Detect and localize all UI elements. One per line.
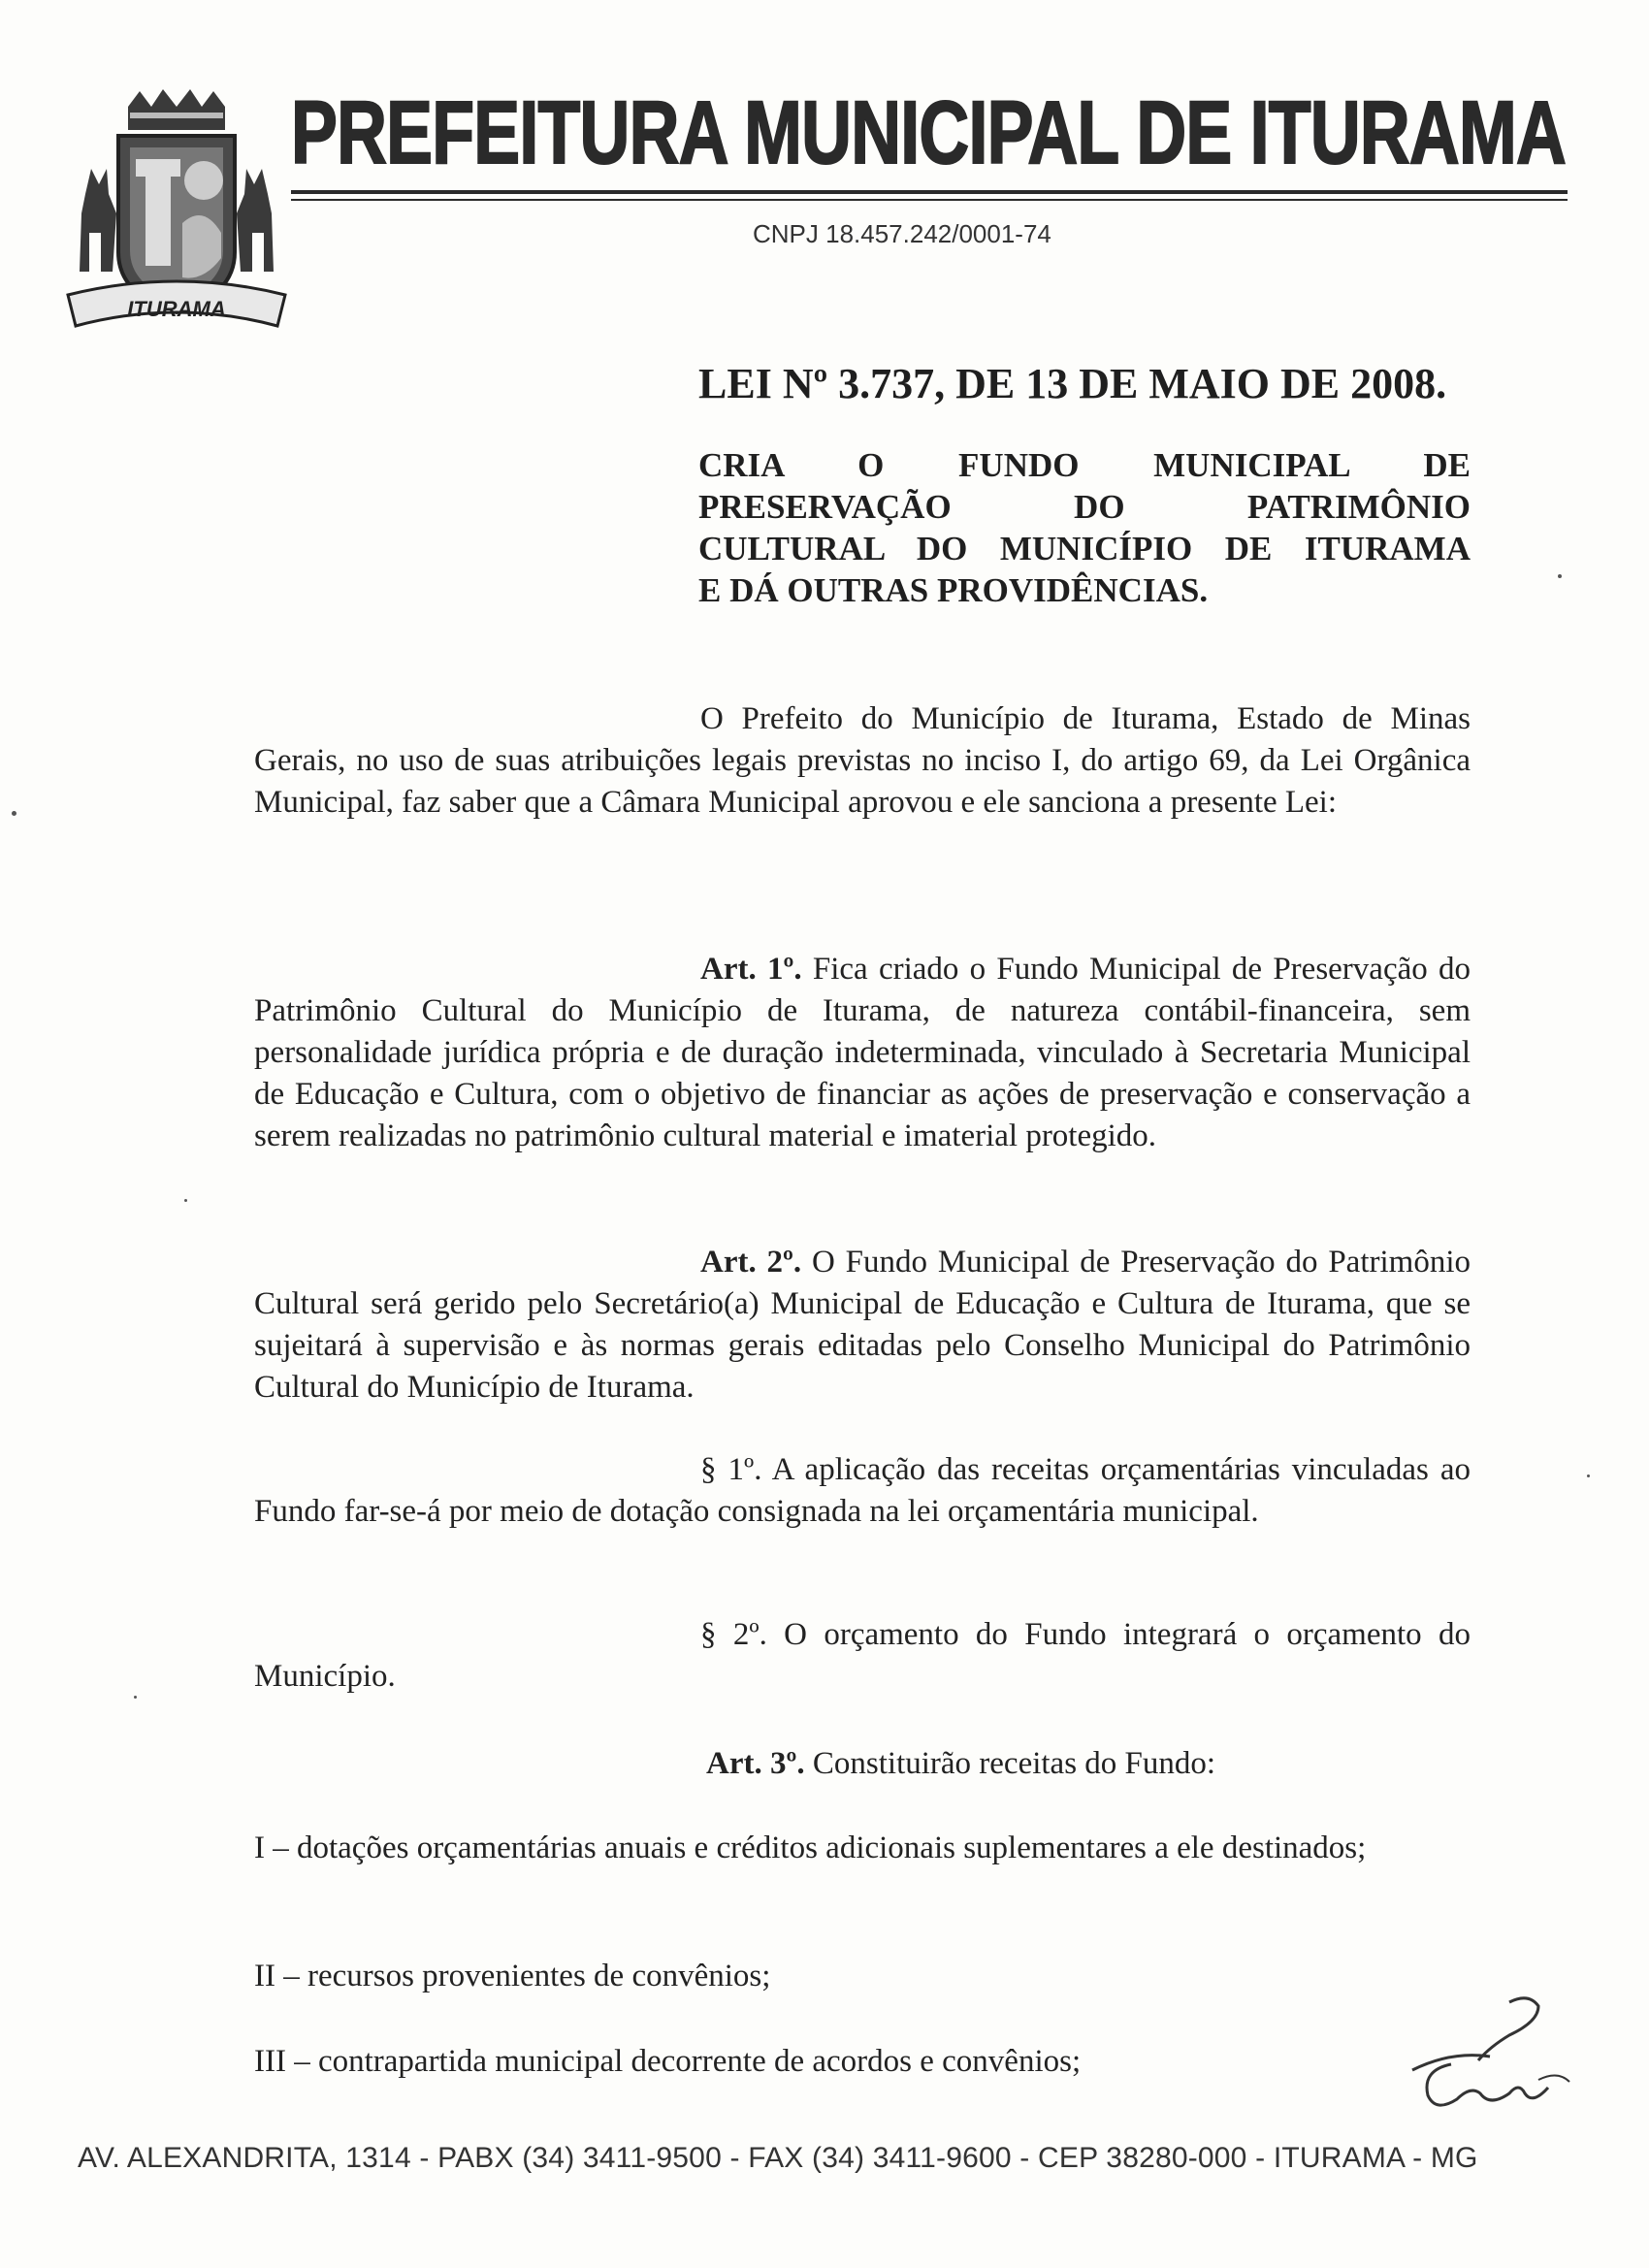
paragraph-1 [254,1449,1471,1533]
scan-speck [184,1199,187,1202]
article-2-text: O Fundo Municipal de Preservação do Patrimônio Cultural será gerido pelo Secretário(a) Municipal de Educação e Cultura de Iturama, que se sujeitará à supervisão e às normas gerais editadas pelo Conselho Municipal do Patrimônio Cultural do Município de Iturama. [254,1245,1471,1405]
footer-address: AV. ALEXANDRITA, 1314 - PABX (34) 3411-9500 - FAX (34) 3411-9600 - CEP 38280-000 - ITURAMA - MG [78,2142,1478,2174]
list-item-1: I – dotações orçamentárias anuais e créditos adicionais suplementares a ele destinados; [254,1831,1367,1865]
scan-speck [1587,1474,1590,1477]
article-2 [254,1242,1471,1409]
preamble-text: O Prefeito do Município de Iturama, Estado de Minas Gerais, no uso de suas atribuições legais previstas no inciso I, do artigo 69, da Lei Orgânica Municipal, faz saber que a Câmara Municipal aprovou e ele sanciona a presente Lei: [254,701,1471,820]
article-2-label: Art. 2º. [700,1245,802,1280]
law-ementa [698,444,1471,611]
article-1-label: Art. 1º. [700,952,802,987]
header-rule-thick [291,190,1568,194]
cnpj: CNPJ 18.457.242/0001-74 [753,219,1051,248]
ementa-line: CULTURAL DO MUNICÍPIO DE ITURAMA [698,530,1471,567]
header-title: PREFEITURA MUNICIPAL DE ITURAMA [291,83,1567,182]
scan-speck [1558,574,1562,578]
preamble-paragraph [254,698,1471,824]
municipal-crest-icon [62,87,291,341]
article-1-text: Fica criado o Fundo Municipal de Preservação do Patrimônio Cultural do Município de Iturama, de natureza contábil-financeira, sem personalidade jurídica própria e de duração indeterminada, vinculado à Secretaria Municipal de Educação e Cultura, com o objetivo de financiar as ações de preservação e conservação a serem realizadas no patrimônio cultural material e imaterial protegido. [254,952,1471,1153]
paragraph-2-text: § 2º. O orçamento do Fundo integrará o orçamento do Município. [254,1617,1471,1694]
scan-speck [134,1696,137,1699]
law-title: LEI Nº 3.737, DE 13 DE MAIO DE 2008. [698,360,1447,407]
list-item-2: II – recursos provenientes de convênios; [254,1959,771,1993]
paragraph-1-text: § 1º. A aplicação das receitas orçamentárias vinculadas ao Fundo far-se-á por meio de dotação consignada na lei orçamentária municipal. [254,1452,1471,1529]
scan-speck [12,811,16,816]
list-item-3: III – contrapartida municipal decorrente de acordos e convênios; [254,2044,1082,2079]
ementa-line: PRESERVAÇÃO DO PATRIMÔNIO [698,488,1471,526]
article-3-label: Art. 3º. [706,1746,805,1781]
article-1 [254,949,1471,1157]
article-3-text: Constituirão receitas do Fundo: [812,1746,1216,1781]
signature-icon [1393,1993,1577,2119]
header-rule-thin [291,199,1568,201]
paragraph-2 [254,1614,1471,1698]
crest-ribbon-text: ITURAMA [127,297,226,321]
ementa-line: CRIA O FUNDO MUNICIPAL DE [698,446,1471,484]
article-3 [254,1743,1471,1785]
ementa-line: E DÁ OUTRAS PROVIDÊNCIAS. [698,571,1209,609]
